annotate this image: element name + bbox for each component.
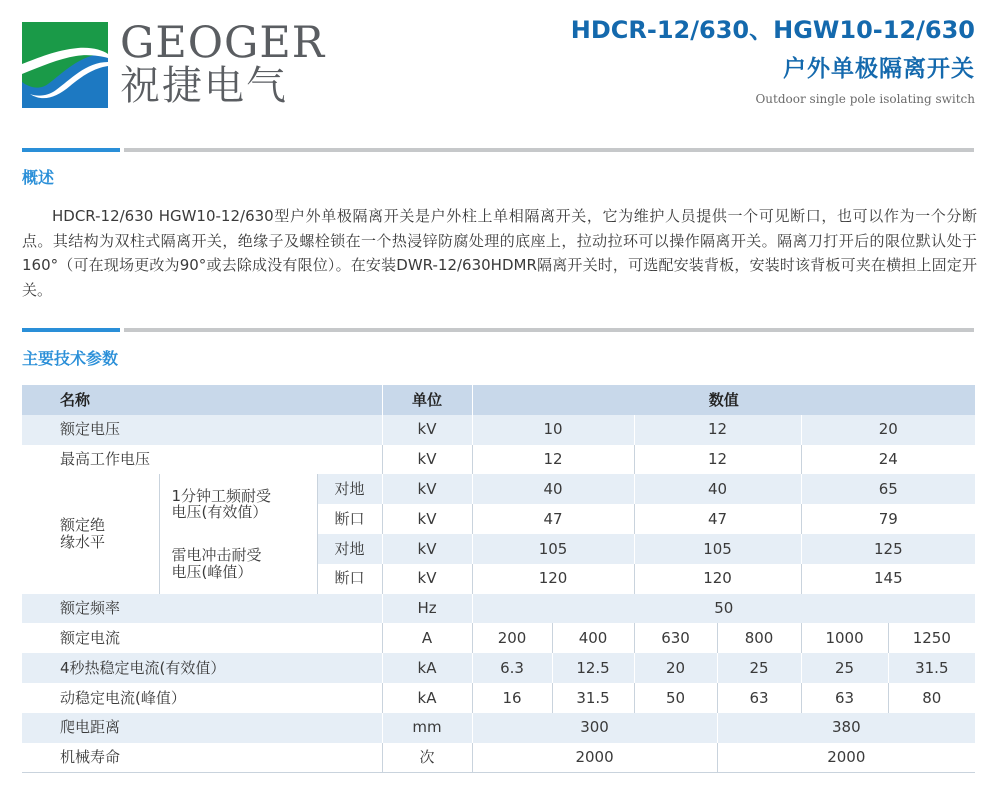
row-unit: mm [382,713,472,743]
row-unit: kV [382,415,472,445]
table-row [22,713,975,743]
cell-value: 12 [472,445,634,475]
cell-value: 40 [634,474,801,504]
cell-value: 20 [634,653,717,683]
row-label: 额定电压 [22,415,382,445]
cell-value: 12.5 [552,653,634,683]
cell-value: 63 [801,683,888,713]
mode-break: 断口 [317,564,382,594]
row-unit: kV [382,474,472,504]
cell-value: 800 [717,623,801,653]
row-label: 机械寿命 [22,743,382,773]
table-row [22,653,975,683]
power-freq-label [159,474,317,534]
section-divider [22,328,974,332]
table-row [22,683,975,713]
cell-value: 40 [472,474,634,504]
table-header-row [22,385,975,415]
header-name: 名称 [22,385,382,415]
cell-value: 1000 [801,623,888,653]
row-label: 额定电流 [22,623,382,653]
cell-value: 12 [634,415,801,445]
brand-name-cn: 祝捷电气 [120,63,288,109]
cell-value: 31.5 [552,683,634,713]
cell-value: 200 [472,623,552,653]
geoger-logo-icon [22,22,108,108]
cell-value: 1250 [888,623,975,653]
row-label: 动稳定电流(峰值） [22,683,382,713]
row-unit: A [382,623,472,653]
lightning-line1: 雷电冲击耐受 [171,546,262,565]
cell-value: 2000 [472,743,717,773]
cell-value: 105 [472,534,634,564]
cell-value: 125 [801,534,975,564]
cell-value: 120 [634,564,801,594]
mode-break: 断口 [317,504,382,534]
cell-value: 65 [801,474,975,504]
product-subtitle: Outdoor single pole isolating switch [755,92,975,106]
cell-value: 105 [634,534,801,564]
table-row [22,743,975,773]
cell-value: 400 [552,623,634,653]
row-label: 最高工作电压 [22,445,382,475]
model-title: HDCR-12/630、HGW10-12/630 [570,16,975,44]
row-unit: kV [382,445,472,475]
cell-value: 120 [472,564,634,594]
row-label: 爬电距离 [22,713,382,743]
cell-value: 47 [634,504,801,534]
cell-value: 145 [801,564,975,594]
power-freq-line2: 电压(有效值） [171,503,268,522]
cell-value: 80 [888,683,975,713]
row-unit: 次 [382,743,472,773]
power-freq-line1: 1分钟工频耐受 [171,486,272,505]
row-unit: kV [382,534,472,564]
cell-value: 25 [801,653,888,683]
row-unit: kV [382,564,472,594]
mode-ground: 对地 [317,474,382,504]
cell-value: 630 [634,623,717,653]
row-unit: kV [382,504,472,534]
cell-value: 50 [472,594,975,624]
table-row [22,474,975,504]
brand-name-en: GEOGER [120,18,326,68]
cell-value: 24 [801,445,975,475]
cell-value: 31.5 [888,653,975,683]
cell-value: 2000 [717,743,975,773]
spec-table [22,385,975,773]
row-label: 4秒热稳定电流(有效值） [22,653,382,683]
cell-value: 20 [801,415,975,445]
table-row [22,445,975,475]
cell-value: 63 [717,683,801,713]
cell-value: 300 [472,713,717,743]
cell-value: 6.3 [472,653,552,683]
cell-value: 12 [634,445,801,475]
cell-value: 25 [717,653,801,683]
mode-ground: 对地 [317,534,382,564]
table-row [22,534,975,564]
row-unit: kA [382,683,472,713]
overview-text: HDCR-12/630 HGW10-12/630型户外单极隔离开关是户外柱上单相隔离开关，它为维护人员提供一个可见断口，也可以作为一个分断点。其结构为双柱式隔离开关，绝缘子及螺栓锁在一个热浸锌防腐处理的底座上，拉动拉环可以操作隔离开关。隔离刀打开后的限位默认处于160°（可在现场更改为90°或去除成没有限位）。在安装DWR-12/630HDMR隔离开关时，可选配安装背板，安装时该背板可夹在横担上固定开关。 [22,207,977,300]
cell-value: 47 [472,504,634,534]
row-label: 额定频率 [22,594,382,624]
overview-title: 概述 [22,168,55,187]
cell-value: 380 [717,713,975,743]
cell-value: 50 [634,683,717,713]
lightning-label [159,534,317,594]
insulation-label-line2: 缘水平 [60,532,106,551]
header-unit: 单位 [382,385,472,415]
section-divider [22,148,974,152]
row-unit: Hz [382,594,472,624]
table-row [22,415,975,445]
cell-value: 10 [472,415,634,445]
cell-value: 79 [801,504,975,534]
row-unit: kA [382,653,472,683]
header-value: 数值 [472,385,975,415]
cell-value: 16 [472,683,552,713]
insulation-label-line1: 额定绝 [60,516,106,535]
params-title: 主要技术参数 [22,349,119,368]
product-title: 户外单极隔离开关 [783,56,975,82]
table-row [22,594,975,624]
insulation-label [22,474,159,593]
lightning-line2: 电压(峰值） [171,562,253,581]
table-row [22,623,975,653]
